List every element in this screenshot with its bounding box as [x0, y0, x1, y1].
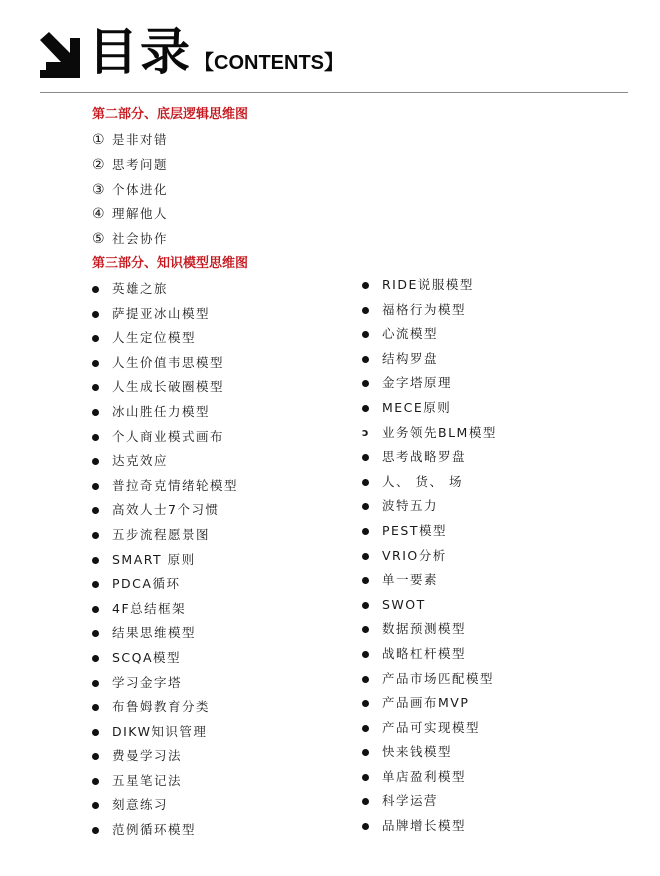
- bullet-icon: [92, 606, 99, 613]
- bullet-icon: [92, 384, 99, 391]
- bullet-icon: [362, 356, 369, 363]
- bullet-icon: [362, 454, 369, 461]
- list-number: ②: [92, 156, 105, 173]
- bullet: [362, 671, 378, 687]
- list-item-label: RIDE说服模型: [382, 277, 474, 292]
- bullet: [362, 277, 378, 293]
- section-title-part2: 第二部分、底层逻辑思维图: [92, 107, 249, 122]
- bullet: [362, 572, 378, 588]
- list-item-label: 人、 货、 场: [382, 473, 463, 489]
- bullet-icon: [92, 286, 99, 293]
- bullet: [92, 527, 108, 543]
- bullet: [362, 793, 378, 809]
- bullet-icon: [362, 331, 369, 338]
- bullet: [92, 601, 108, 617]
- list-item-label: 社会协作: [112, 231, 169, 247]
- list-item-label: 产品市场匹配模型: [382, 670, 495, 686]
- bullet: [92, 773, 108, 789]
- spiral-bullet-icon: ↄ: [362, 425, 369, 439]
- list-item-label: PDCA循环: [112, 576, 181, 592]
- bullet-icon: [362, 503, 369, 510]
- bullet: [362, 498, 378, 514]
- bullet: [362, 400, 378, 416]
- list-item-label: 产品画布MVP: [382, 695, 470, 711]
- list-item-label: 范例循环模型: [112, 822, 197, 838]
- bullet: [92, 675, 108, 691]
- bullet: [362, 646, 378, 662]
- bracket-open: 【: [194, 52, 214, 74]
- list-item-label: 思考问题: [112, 156, 169, 172]
- list-item-label: 刻意练习: [112, 797, 169, 813]
- list-item-label: SWOT: [382, 596, 426, 612]
- list-item-label: 费曼学习法: [112, 748, 183, 764]
- bullet-icon: [362, 651, 369, 658]
- bullet-icon: [92, 483, 99, 490]
- bullet: [92, 281, 108, 297]
- bullet-icon: [92, 581, 99, 588]
- bullet: [92, 478, 108, 494]
- list-item-label: PEST模型: [382, 522, 448, 538]
- list-item-label: 达克效应: [112, 453, 169, 469]
- list-item-label: SCQA模型: [112, 649, 182, 665]
- bullet-icon: [362, 774, 369, 781]
- list-item-label: 品牌增长模型: [382, 818, 467, 834]
- page-title: 目录: [88, 23, 192, 81]
- bullet-icon: [362, 577, 369, 584]
- list-item-label: 产品可实现模型: [382, 719, 481, 735]
- bullet: [362, 474, 378, 490]
- bullet-icon: [92, 311, 99, 318]
- bullet: [362, 621, 378, 637]
- bullet-icon: [362, 528, 369, 535]
- bullet-icon: [92, 729, 99, 736]
- list-number: ③: [92, 181, 105, 198]
- list-item-label: 五星笔记法: [112, 772, 183, 788]
- bullet-icon: [362, 626, 369, 633]
- list-item-label: VRIO分析: [382, 547, 447, 563]
- bullet-icon: [362, 380, 369, 387]
- bullet-icon: [92, 630, 99, 637]
- bullet: [92, 625, 108, 641]
- bullet-icon: [362, 282, 369, 289]
- list-item-label: 英雄之旅: [112, 281, 169, 296]
- bullet-icon: [362, 749, 369, 756]
- list-item-label: 科学运营: [382, 793, 439, 809]
- bullet-icon: [362, 479, 369, 486]
- list-number: ④: [92, 206, 105, 223]
- bullet: [92, 453, 108, 469]
- bullet-icon: [362, 602, 369, 609]
- list-item-label: 五步流程愿景图: [112, 526, 211, 542]
- list-item-label: 萨提亚冰山模型: [112, 305, 211, 321]
- bullet: [92, 650, 108, 666]
- bullet-icon: [92, 827, 99, 834]
- bullet: [362, 769, 378, 785]
- list-item-label: 思考战略罗盘: [382, 449, 467, 465]
- section-title-part3: 第三部分、知识模型思维图: [92, 256, 249, 271]
- list-item-label: 4F总结框架: [112, 600, 187, 616]
- list-item-label: 金字塔原理: [382, 375, 453, 391]
- bullet-icon: [92, 802, 99, 809]
- bullet: [92, 330, 108, 346]
- list-number: ①: [92, 132, 105, 148]
- list-item-label: 战略杠杆模型: [382, 645, 467, 661]
- bullet-icon: [362, 725, 369, 732]
- bullet-icon: [362, 676, 369, 683]
- list-item-label: 结果思维模型: [112, 625, 197, 641]
- bullet: [362, 818, 378, 834]
- list-item-label: 业务领先BLM模型: [382, 424, 497, 440]
- bullet: [92, 429, 108, 445]
- list-item-label: 是非对错: [112, 132, 169, 147]
- bullet: [92, 552, 108, 568]
- bullet: [92, 355, 108, 371]
- bullet: [92, 576, 108, 592]
- bullet-icon: [92, 557, 99, 564]
- list-item-label: 个体进化: [112, 181, 169, 197]
- bullet: [362, 351, 378, 367]
- bullet: [92, 404, 108, 420]
- bullet: [362, 523, 378, 539]
- bullet-icon: [362, 307, 369, 314]
- bullet-icon: [362, 553, 369, 560]
- list-item-label: 人生价值韦思模型: [112, 354, 225, 370]
- bullet-icon: [92, 335, 99, 342]
- bracket-close: 】: [324, 52, 344, 74]
- list-item-label: 普拉奇克情绪轮模型: [112, 477, 239, 493]
- bullet-icon: [92, 360, 99, 367]
- bullet: [362, 449, 378, 465]
- bullet-icon: [92, 458, 99, 465]
- bullet-icon: [92, 778, 99, 785]
- list-item-label: 学习金字塔: [112, 674, 183, 690]
- bullet: [92, 379, 108, 395]
- bullet: [92, 822, 108, 838]
- bullet: [92, 797, 108, 813]
- bullet-icon: [92, 753, 99, 760]
- bullet: [362, 302, 378, 318]
- list-item-label: 高效人士7个习惯: [112, 502, 220, 518]
- list-item-label: 结构罗盘: [382, 350, 439, 366]
- bullet-icon: [362, 700, 369, 707]
- bullet: [362, 744, 378, 760]
- list-item-label: 理解他人: [112, 206, 169, 222]
- list-item-label: DIKW知识管理: [112, 723, 208, 739]
- bullet: [92, 724, 108, 740]
- list-item-label: MECE原则: [382, 399, 452, 415]
- bullet: [362, 597, 378, 613]
- list-item-label: 冰山胜任力模型: [112, 403, 211, 419]
- bullet-icon: [92, 532, 99, 539]
- list-item-label: 单店盈利模型: [382, 768, 467, 784]
- list-item-label: 单一要素: [382, 572, 439, 588]
- bullet-icon: [362, 798, 369, 805]
- header-divider: [40, 92, 628, 93]
- bullet: [362, 695, 378, 711]
- bullet: [362, 375, 378, 391]
- list-item-label: 布鲁姆教育分类: [112, 699, 211, 715]
- list-item-label: SMART 原则: [112, 551, 196, 567]
- list-item-label: 心流模型: [382, 326, 439, 342]
- list-item-label: 人生成长破圈模型: [112, 379, 225, 395]
- list-item-label: 数据预测模型: [382, 621, 467, 637]
- page-subtitle: [194, 48, 344, 78]
- bullet: [362, 326, 378, 342]
- bullet-icon: [92, 680, 99, 687]
- subtitle-text: CONTENTS: [214, 52, 324, 74]
- bullet-icon: [92, 704, 99, 711]
- list-number: ⑤: [92, 231, 105, 248]
- bullet: [362, 720, 378, 736]
- bullet-icon: [362, 823, 369, 830]
- list-item-label: 人生定位模型: [112, 330, 197, 346]
- bullet: [92, 502, 108, 518]
- bullet: [92, 699, 108, 715]
- bullet-icon: [92, 409, 99, 416]
- list-item-label: 福格行为模型: [382, 301, 467, 317]
- list-item-label: 波特五力: [382, 498, 439, 514]
- list-item-label: 个人商业模式画布: [112, 428, 225, 444]
- bullet-icon: [362, 405, 369, 412]
- bullet: [92, 748, 108, 764]
- bullet: [362, 548, 378, 564]
- bullet-icon: [92, 507, 99, 514]
- bullet-icon: [92, 434, 99, 441]
- bullet: [92, 306, 108, 322]
- bullet-icon: [92, 655, 99, 662]
- page-header: [0, 0, 660, 100]
- list-item-label: 快来钱模型: [382, 744, 453, 760]
- arrow-down-right-icon: [40, 32, 86, 78]
